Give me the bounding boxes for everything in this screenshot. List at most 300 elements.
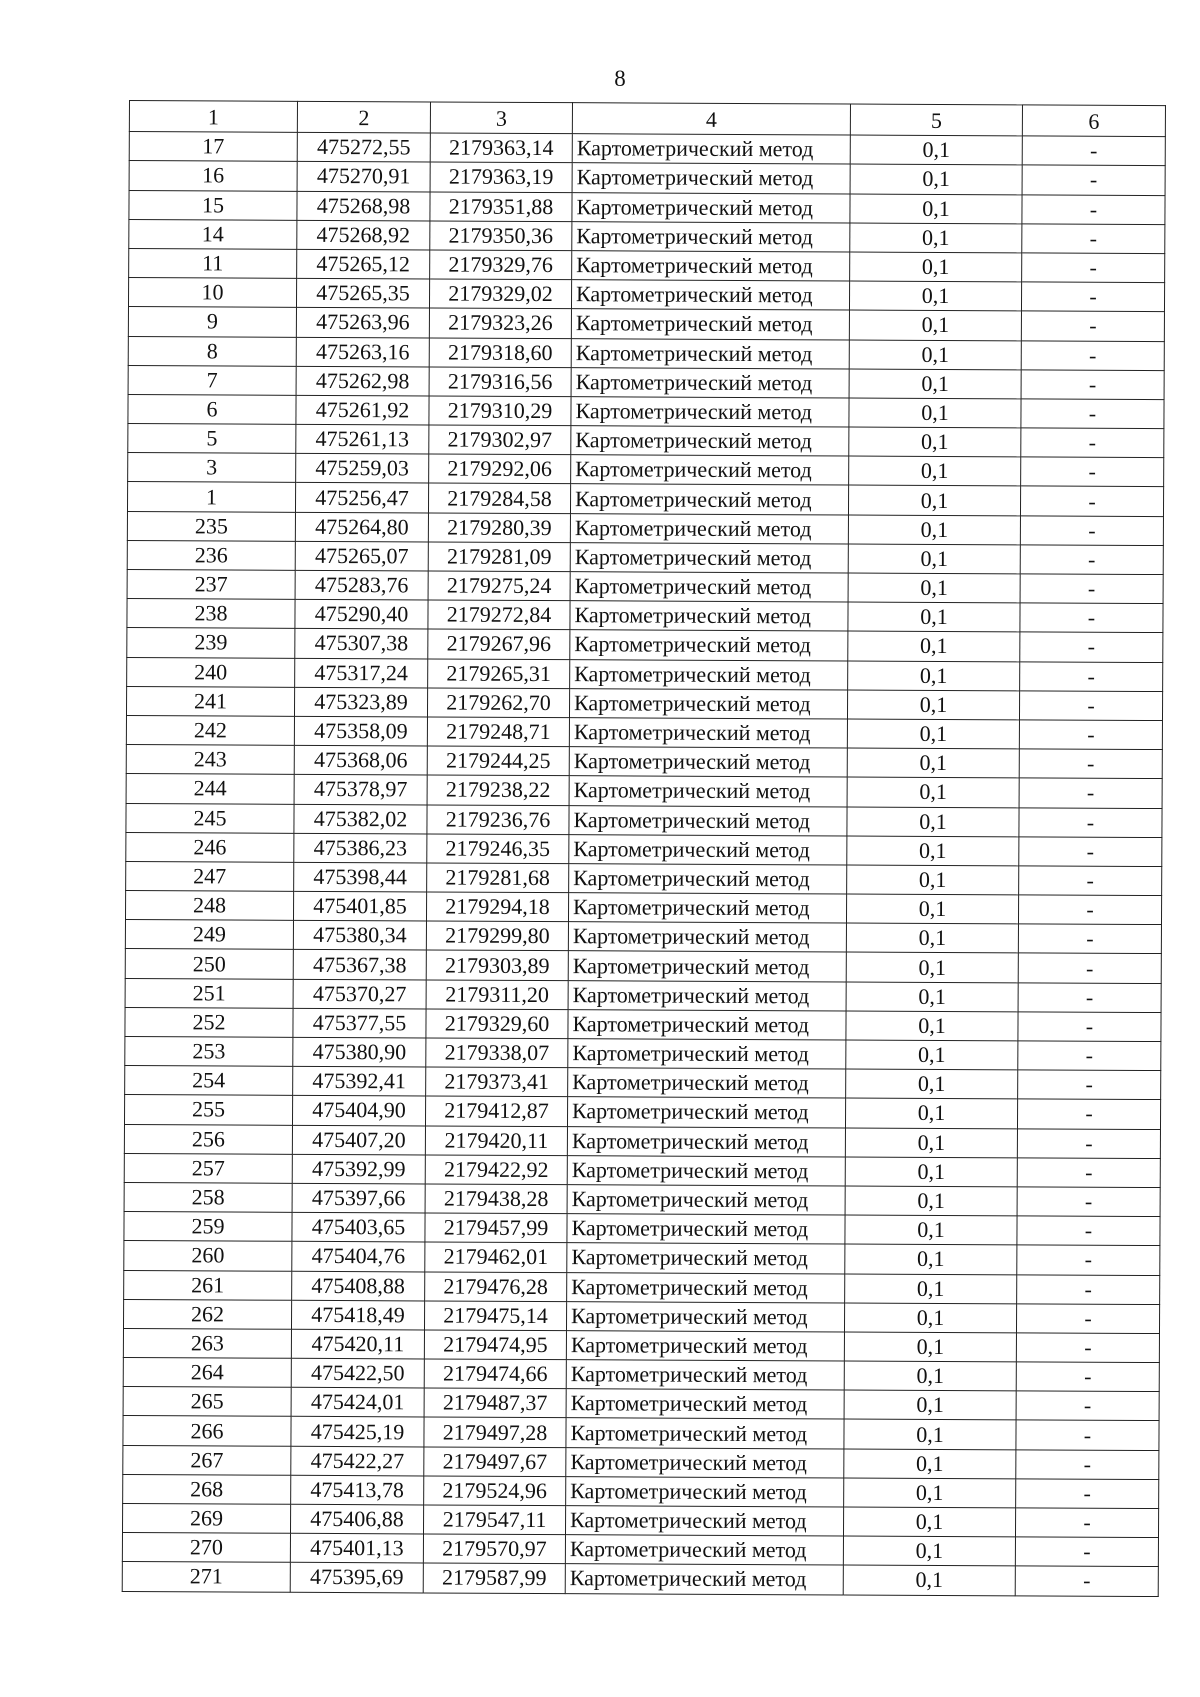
accuracy-cell: 0,1	[845, 1244, 1017, 1274]
method-cell: Картометрический метод	[569, 834, 847, 865]
accuracy-cell: 0,1	[848, 661, 1020, 691]
method-cell: Картометрический метод	[572, 192, 850, 223]
note-cell: -	[1018, 1041, 1161, 1071]
accuracy-cell: 0,1	[843, 1536, 1015, 1566]
coordinates-table	[122, 100, 1166, 1597]
y-coordinate-cell: 2179412,87	[425, 1096, 567, 1126]
x-coordinate-cell: 475382,02	[294, 804, 427, 834]
note-cell: -	[1022, 253, 1165, 283]
y-coordinate-cell: 2179351,88	[430, 192, 572, 222]
note-cell: -	[1015, 1566, 1158, 1596]
x-coordinate-cell: 475307,38	[295, 629, 428, 659]
point-number-cell: 256	[124, 1124, 292, 1154]
note-cell: -	[1018, 1012, 1161, 1042]
method-cell: Картометрический метод	[567, 1097, 845, 1128]
accuracy-cell: 0,1	[846, 1069, 1018, 1099]
x-coordinate-cell: 475261,92	[296, 395, 429, 425]
point-number-cell: 249	[125, 920, 293, 950]
x-coordinate-cell: 475422,50	[291, 1358, 424, 1388]
accuracy-cell: 0,1	[844, 1361, 1016, 1391]
point-number-cell: 14	[129, 219, 297, 249]
y-coordinate-cell: 2179363,14	[430, 133, 572, 163]
point-number-cell: 268	[123, 1474, 291, 1504]
x-coordinate-cell: 475262,98	[296, 366, 429, 396]
method-cell: Картометрический метод	[569, 688, 847, 719]
point-number-cell: 15	[129, 190, 297, 220]
method-cell: Картометрический метод	[572, 134, 850, 165]
column-header: 4	[572, 103, 850, 136]
note-cell: -	[1017, 1274, 1160, 1304]
accuracy-cell: 0,1	[850, 135, 1022, 165]
method-cell: Картометрический метод	[570, 659, 848, 690]
point-number-cell: 239	[127, 628, 295, 658]
x-coordinate-cell: 475268,98	[297, 191, 430, 221]
point-number-cell: 250	[125, 949, 293, 979]
column-header: 6	[1022, 105, 1165, 137]
point-number-cell: 9	[128, 307, 296, 337]
note-cell: -	[1021, 340, 1164, 370]
accuracy-cell: 0,1	[846, 952, 1018, 982]
method-cell: Картометрический метод	[567, 1155, 845, 1186]
y-coordinate-cell: 2179284,58	[428, 483, 570, 513]
y-coordinate-cell: 2179281,09	[428, 542, 570, 572]
method-cell: Картометрический метод	[571, 338, 849, 369]
x-coordinate-cell: 475263,16	[296, 337, 429, 367]
x-coordinate-cell: 475386,23	[294, 833, 427, 863]
y-coordinate-cell: 2179267,96	[428, 629, 570, 659]
y-coordinate-cell: 2179497,67	[424, 1447, 566, 1477]
accuracy-cell: 0,1	[846, 923, 1018, 953]
point-number-cell: 7	[128, 365, 296, 395]
note-cell: -	[1015, 1537, 1158, 1567]
accuracy-cell: 0,1	[845, 1098, 1017, 1128]
y-coordinate-cell: 2179294,18	[426, 892, 568, 922]
point-number-cell: 251	[125, 978, 293, 1008]
y-coordinate-cell: 2179302,97	[429, 425, 571, 455]
column-header: 1	[129, 101, 297, 133]
x-coordinate-cell: 475272,55	[297, 133, 430, 163]
accuracy-cell: 0,1	[848, 573, 1020, 603]
y-coordinate-cell: 2179244,25	[427, 746, 569, 776]
note-cell: -	[1018, 924, 1161, 954]
y-coordinate-cell: 2179587,99	[423, 1563, 565, 1593]
y-coordinate-cell: 2179280,39	[428, 513, 570, 543]
y-coordinate-cell: 2179281,68	[427, 863, 569, 893]
point-number-cell: 269	[122, 1503, 290, 1533]
note-cell: -	[1020, 486, 1163, 516]
point-number-cell: 245	[126, 803, 294, 833]
point-number-cell: 242	[126, 715, 294, 745]
x-coordinate-cell: 475270,91	[297, 162, 430, 192]
x-coordinate-cell: 475408,88	[292, 1271, 425, 1301]
note-cell: -	[1017, 1099, 1160, 1129]
note-cell: -	[1018, 982, 1161, 1012]
method-cell: Картометрический метод	[570, 572, 848, 603]
point-number-cell: 1	[127, 482, 295, 512]
method-cell: Картометрический метод	[569, 718, 847, 749]
x-coordinate-cell: 475268,92	[297, 220, 430, 250]
y-coordinate-cell: 2179570,97	[423, 1534, 565, 1564]
point-number-cell: 244	[126, 774, 294, 804]
accuracy-cell: 0,1	[849, 456, 1021, 486]
note-cell: -	[1020, 661, 1163, 691]
method-cell: Картометрический метод	[568, 922, 846, 953]
accuracy-cell: 0,1	[849, 310, 1021, 340]
accuracy-cell: 0,1	[847, 836, 1019, 866]
y-coordinate-cell: 2179236,76	[427, 804, 569, 834]
method-cell: Картометрический метод	[567, 1185, 845, 1216]
note-cell: -	[1021, 457, 1164, 487]
note-cell: -	[1016, 1449, 1159, 1479]
point-number-cell: 254	[125, 1066, 293, 1096]
point-number-cell: 235	[127, 511, 295, 541]
x-coordinate-cell: 475261,13	[296, 424, 429, 454]
x-coordinate-cell: 475395,69	[290, 1563, 423, 1593]
y-coordinate-cell: 2179329,02	[429, 279, 571, 309]
note-cell: -	[1017, 1245, 1160, 1275]
note-cell: -	[1017, 1128, 1160, 1158]
x-coordinate-cell: 475377,55	[293, 1008, 426, 1038]
point-number-cell: 3	[128, 453, 296, 483]
method-cell: Картометрический метод	[568, 1039, 846, 1070]
note-cell: -	[1018, 1070, 1161, 1100]
method-cell: Картометрический метод	[567, 1214, 845, 1245]
y-coordinate-cell: 2179547,11	[423, 1505, 565, 1535]
method-cell: Картометрический метод	[565, 1506, 843, 1537]
point-number-cell: 264	[123, 1358, 291, 1388]
point-number-cell: 236	[127, 540, 295, 570]
note-cell: -	[1019, 749, 1162, 779]
column-header: 3	[430, 102, 572, 134]
method-cell: Картометрический метод	[566, 1360, 844, 1391]
accuracy-cell: 0,1	[844, 1332, 1016, 1362]
method-cell: Картометрический метод	[571, 426, 849, 457]
point-number-cell: 270	[122, 1533, 290, 1563]
point-number-cell: 246	[126, 832, 294, 862]
y-coordinate-cell: 2179329,76	[430, 250, 572, 280]
accuracy-cell: 0,1	[849, 281, 1021, 311]
x-coordinate-cell: 475380,34	[293, 921, 426, 951]
accuracy-cell: 0,1	[844, 1478, 1016, 1508]
method-cell: Картометрический метод	[568, 1009, 846, 1040]
point-number-cell: 247	[126, 861, 294, 891]
point-number-cell: 271	[122, 1562, 290, 1592]
accuracy-cell: 0,1	[847, 807, 1019, 837]
y-coordinate-cell: 2179316,56	[429, 367, 571, 397]
point-number-cell: 5	[128, 424, 296, 454]
y-coordinate-cell: 2179462,01	[425, 1242, 567, 1272]
accuracy-cell: 0,1	[850, 223, 1022, 253]
y-coordinate-cell: 2179303,89	[426, 950, 568, 980]
x-coordinate-cell: 475418,49	[291, 1300, 424, 1330]
accuracy-cell: 0,1	[845, 1215, 1017, 1245]
method-cell: Картометрический метод	[569, 747, 847, 778]
accuracy-cell: 0,1	[846, 894, 1018, 924]
point-number-cell: 6	[128, 394, 296, 424]
method-cell: Картометрический метод	[566, 1331, 844, 1362]
note-cell: -	[1022, 165, 1165, 195]
y-coordinate-cell: 2179238,22	[427, 775, 569, 805]
y-coordinate-cell: 2179474,95	[424, 1330, 566, 1360]
y-coordinate-cell: 2179475,14	[424, 1301, 566, 1331]
method-cell: Картометрический метод	[570, 630, 848, 661]
y-coordinate-cell: 2179248,71	[427, 717, 569, 747]
accuracy-cell: 0,1	[843, 1565, 1015, 1595]
x-coordinate-cell: 475401,13	[290, 1533, 423, 1563]
point-number-cell: 17	[129, 132, 297, 162]
x-coordinate-cell: 475378,97	[294, 775, 427, 805]
point-number-cell: 263	[123, 1328, 291, 1358]
accuracy-cell: 0,1	[847, 748, 1019, 778]
note-cell: -	[1020, 574, 1163, 604]
method-cell: Картометрический метод	[571, 367, 849, 398]
accuracy-cell: 0,1	[846, 1040, 1018, 1070]
method-cell: Картометрический метод	[572, 251, 850, 282]
x-coordinate-cell: 475407,20	[292, 1125, 425, 1155]
x-coordinate-cell: 475425,19	[291, 1417, 424, 1447]
accuracy-cell: 0,1	[849, 369, 1021, 399]
x-coordinate-cell: 475403,65	[292, 1212, 425, 1242]
accuracy-cell: 0,1	[850, 252, 1022, 282]
method-cell: Картометрический метод	[569, 776, 847, 807]
y-coordinate-cell: 2179497,28	[424, 1417, 566, 1447]
y-coordinate-cell: 2179420,11	[425, 1126, 567, 1156]
note-cell: -	[1019, 778, 1162, 808]
point-number-cell: 252	[125, 1007, 293, 1037]
y-coordinate-cell: 2179318,60	[429, 337, 571, 367]
point-number-cell: 237	[127, 569, 295, 599]
x-coordinate-cell: 475401,85	[293, 891, 426, 921]
method-cell: Картометрический метод	[565, 1564, 843, 1595]
y-coordinate-cell: 2179422,92	[425, 1155, 567, 1185]
method-cell: Картометрический метод	[570, 601, 848, 632]
y-coordinate-cell: 2179310,29	[429, 396, 571, 426]
accuracy-cell: 0,1	[848, 631, 1020, 661]
y-coordinate-cell: 2179292,06	[429, 454, 571, 484]
table-body	[122, 132, 1165, 1596]
y-coordinate-cell: 2179338,07	[426, 1038, 568, 1068]
note-cell: -	[1019, 866, 1162, 896]
y-coordinate-cell: 2179311,20	[426, 980, 568, 1010]
accuracy-cell: 0,1	[845, 1186, 1017, 1216]
note-cell: -	[1021, 428, 1164, 458]
x-coordinate-cell: 475413,78	[291, 1475, 424, 1505]
y-coordinate-cell: 2179524,96	[424, 1476, 566, 1506]
method-cell: Картометрический метод	[572, 163, 850, 194]
y-coordinate-cell: 2179350,36	[430, 221, 572, 251]
note-cell: -	[1020, 632, 1163, 662]
point-number-cell: 260	[124, 1241, 292, 1271]
point-number-cell: 265	[123, 1387, 291, 1417]
x-coordinate-cell: 475380,90	[293, 1037, 426, 1067]
accuracy-cell: 0,1	[846, 982, 1018, 1012]
x-coordinate-cell: 475368,06	[294, 745, 427, 775]
note-cell: -	[1021, 311, 1164, 341]
x-coordinate-cell: 475397,66	[292, 1183, 425, 1213]
point-number-cell: 259	[124, 1212, 292, 1242]
note-cell: -	[1018, 953, 1161, 983]
accuracy-cell: 0,1	[845, 1128, 1017, 1158]
accuracy-cell: 0,1	[844, 1419, 1016, 1449]
point-number-cell: 253	[125, 1036, 293, 1066]
note-cell: -	[1016, 1304, 1159, 1334]
method-cell: Картометрический метод	[566, 1389, 844, 1420]
note-cell: -	[1021, 370, 1164, 400]
method-cell: Картометрический метод	[570, 542, 848, 573]
method-cell: Картометрический метод	[568, 980, 846, 1011]
method-cell: Картометрический метод	[571, 309, 849, 340]
y-coordinate-cell: 2179262,70	[427, 688, 569, 718]
x-coordinate-cell: 475422,27	[291, 1446, 424, 1476]
y-coordinate-cell: 2179272,84	[428, 600, 570, 630]
method-cell: Картометрический метод	[571, 455, 849, 486]
note-cell: -	[1017, 1216, 1160, 1246]
method-cell: Картометрический метод	[570, 513, 848, 544]
x-coordinate-cell: 475424,01	[291, 1388, 424, 1418]
point-number-cell: 258	[124, 1182, 292, 1212]
accuracy-cell: 0,1	[846, 1011, 1018, 1041]
x-coordinate-cell: 475370,27	[293, 979, 426, 1009]
point-number-cell: 8	[128, 336, 296, 366]
note-cell: -	[1022, 194, 1165, 224]
note-cell: -	[1021, 282, 1164, 312]
method-cell: Картометрический метод	[572, 221, 850, 252]
y-coordinate-cell: 2179329,60	[426, 1009, 568, 1039]
x-coordinate-cell: 475367,38	[293, 950, 426, 980]
point-number-cell: 241	[126, 686, 294, 716]
accuracy-cell: 0,1	[847, 690, 1019, 720]
method-cell: Картометрический метод	[571, 397, 849, 428]
accuracy-cell: 0,1	[848, 485, 1020, 515]
x-coordinate-cell: 475290,40	[295, 600, 428, 630]
accuracy-cell: 0,1	[843, 1507, 1015, 1537]
y-coordinate-cell: 2179246,35	[427, 834, 569, 864]
note-cell: -	[1021, 399, 1164, 429]
accuracy-cell: 0,1	[850, 194, 1022, 224]
point-number-cell: 16	[129, 161, 297, 191]
note-cell: -	[1019, 720, 1162, 750]
x-coordinate-cell: 475283,76	[295, 570, 428, 600]
column-header: 5	[850, 104, 1022, 136]
column-header: 2	[297, 101, 430, 133]
accuracy-cell: 0,1	[848, 602, 1020, 632]
note-cell: -	[1020, 545, 1163, 575]
y-coordinate-cell: 2179363,19	[430, 162, 572, 192]
note-cell: -	[1016, 1479, 1159, 1509]
note-cell: -	[1019, 691, 1162, 721]
x-coordinate-cell: 475265,12	[297, 249, 430, 279]
page-number: 8	[614, 66, 626, 91]
accuracy-cell: 0,1	[847, 777, 1019, 807]
method-cell: Картометрический метод	[565, 1535, 843, 1566]
method-cell: Картометрический метод	[567, 1126, 845, 1157]
y-coordinate-cell: 2179275,24	[428, 571, 570, 601]
point-number-cell: 266	[123, 1416, 291, 1446]
x-coordinate-cell: 475398,44	[294, 862, 427, 892]
x-coordinate-cell: 475404,90	[292, 1096, 425, 1126]
method-cell: Картометрический метод	[566, 1418, 844, 1449]
accuracy-cell: 0,1	[848, 515, 1020, 545]
point-number-cell: 240	[127, 657, 295, 687]
x-coordinate-cell: 475265,35	[296, 278, 429, 308]
y-coordinate-cell: 2179487,37	[424, 1388, 566, 1418]
x-coordinate-cell: 475392,41	[293, 1066, 426, 1096]
method-cell: Картометрический метод	[568, 893, 846, 924]
x-coordinate-cell: 475256,47	[295, 483, 428, 513]
note-cell: -	[1016, 1333, 1159, 1363]
method-cell: Картометрический метод	[567, 1243, 845, 1274]
x-coordinate-cell: 475323,89	[294, 687, 427, 717]
note-cell: -	[1015, 1508, 1158, 1538]
point-number-cell: 267	[123, 1445, 291, 1475]
accuracy-cell: 0,1	[849, 398, 1021, 428]
y-coordinate-cell: 2179323,26	[429, 308, 571, 338]
accuracy-cell: 0,1	[845, 1157, 1017, 1187]
x-coordinate-cell: 475392,99	[292, 1154, 425, 1184]
y-coordinate-cell: 2179299,80	[426, 921, 568, 951]
point-number-cell: 10	[128, 278, 296, 308]
accuracy-cell: 0,1	[848, 544, 1020, 574]
point-number-cell: 257	[124, 1153, 292, 1183]
point-number-cell: 248	[125, 891, 293, 921]
accuracy-cell: 0,1	[845, 1274, 1017, 1304]
accuracy-cell: 0,1	[844, 1303, 1016, 1333]
accuracy-cell: 0,1	[850, 164, 1022, 194]
accuracy-cell: 0,1	[847, 865, 1019, 895]
method-cell: Картометрический метод	[568, 951, 846, 982]
note-cell: -	[1022, 224, 1165, 254]
method-cell: Картометрический метод	[569, 864, 847, 895]
table-header-row	[129, 101, 1165, 137]
accuracy-cell: 0,1	[849, 340, 1021, 370]
note-cell: -	[1019, 837, 1162, 867]
method-cell: Картометрический метод	[569, 805, 847, 836]
table-row	[122, 1562, 1158, 1596]
y-coordinate-cell: 2179474,66	[424, 1359, 566, 1389]
note-cell: -	[1016, 1362, 1159, 1392]
accuracy-cell: 0,1	[849, 427, 1021, 457]
x-coordinate-cell: 475265,07	[295, 541, 428, 571]
accuracy-cell: 0,1	[847, 719, 1019, 749]
method-cell: Картометрический метод	[566, 1476, 844, 1507]
x-coordinate-cell: 475317,24	[295, 658, 428, 688]
x-coordinate-cell: 475259,03	[296, 454, 429, 484]
method-cell: Картометрический метод	[570, 484, 848, 515]
note-cell: -	[1022, 136, 1165, 166]
method-cell: Картометрический метод	[568, 1068, 846, 1099]
y-coordinate-cell: 2179438,28	[425, 1184, 567, 1214]
x-coordinate-cell: 475264,80	[295, 512, 428, 542]
note-cell: -	[1018, 895, 1161, 925]
note-cell: -	[1017, 1158, 1160, 1188]
x-coordinate-cell: 475420,11	[291, 1329, 424, 1359]
y-coordinate-cell: 2179265,31	[428, 659, 570, 689]
x-coordinate-cell: 475358,09	[294, 716, 427, 746]
method-cell: Картометрический метод	[566, 1447, 844, 1478]
method-cell: Картометрический метод	[567, 1272, 845, 1303]
x-coordinate-cell: 475406,88	[290, 1504, 423, 1534]
x-coordinate-cell: 475404,76	[292, 1242, 425, 1272]
note-cell: -	[1016, 1420, 1159, 1450]
note-cell: -	[1020, 515, 1163, 545]
accuracy-cell: 0,1	[844, 1390, 1016, 1420]
note-cell: -	[1017, 1187, 1160, 1217]
method-cell: Картометрический метод	[566, 1301, 844, 1332]
y-coordinate-cell: 2179373,41	[426, 1067, 568, 1097]
point-number-cell: 261	[124, 1270, 292, 1300]
note-cell: -	[1019, 807, 1162, 837]
note-cell: -	[1016, 1391, 1159, 1421]
